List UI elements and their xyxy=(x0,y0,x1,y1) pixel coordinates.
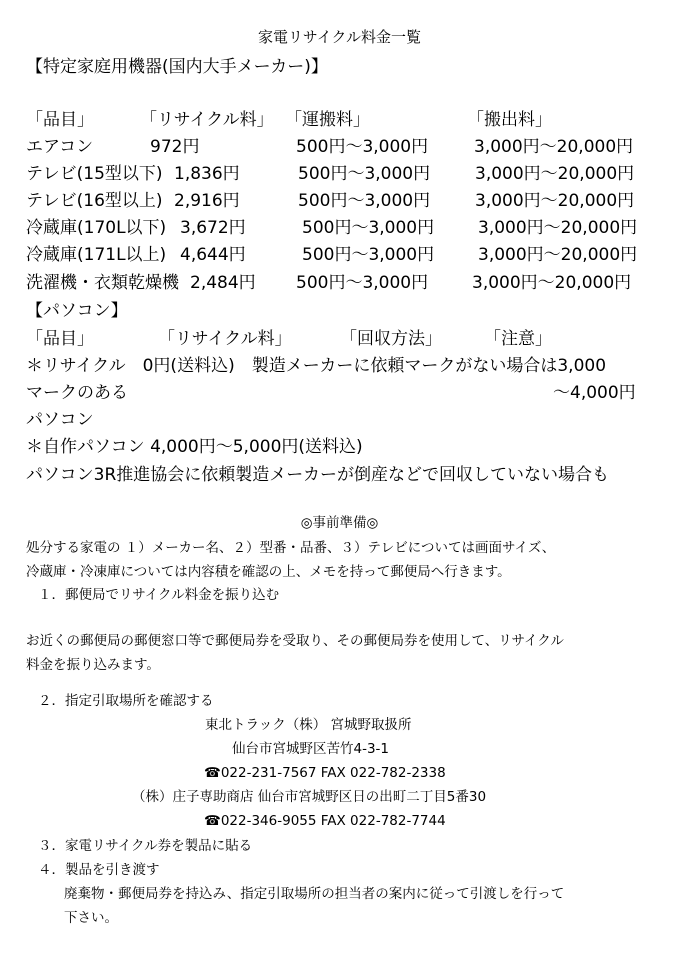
section-heading-appliances: 【特定家庭用機器(国内大手メーカー)】 xyxy=(26,57,328,77)
item-name: 冷蔵庫(171L以上) xyxy=(26,245,167,265)
transport-fee: 500円～3,000円 xyxy=(296,273,429,293)
header-note: 「注意」 xyxy=(484,329,552,349)
site1-address: 仙台市宮城野区苦竹4-3-1 xyxy=(232,741,390,757)
pc-label: パソコン xyxy=(26,410,94,430)
carry-out-fee: 3,000円～20,000円 xyxy=(474,137,634,157)
item-name: 洗濯機・衣類乾燥機 xyxy=(26,273,179,293)
carry-out-fee: 3,000円～20,000円 xyxy=(478,218,638,238)
pc3r-note: パソコン3R推進協会に依頼製造メーカーが倒産などで回収していない場合も xyxy=(26,465,609,485)
header-carry-out-fee: 「搬出料」 xyxy=(467,110,552,130)
site1-tel-fax: 022-231-7567 FAX 022-782-2338 xyxy=(220,765,446,781)
carry-out-fee: 3,000円～20,000円 xyxy=(475,191,635,211)
prep-intro-line1: 処分する家電の １）メーカー名、２）型番・品番、３）テレビについては画面サイズ、 xyxy=(26,540,556,556)
item-name: 冷蔵庫(170L以下) xyxy=(26,218,167,238)
site2-phone-line xyxy=(204,811,446,831)
header-collection-method: 「回収方法」 xyxy=(340,329,442,349)
step4-heading: ４．製品を引き渡す xyxy=(38,862,160,878)
table-row xyxy=(0,135,679,161)
recycle-fee: 2,916円 xyxy=(174,191,240,211)
prep-title: ◎事前準備◎ xyxy=(300,515,379,531)
step1-body-line2: 料金を振り込みます。 xyxy=(26,657,160,673)
site1-name: 東北トラック（株） 宮城野取扱所 xyxy=(205,717,412,733)
site2-tel-fax: 022-346-9055 FAX 022-782-7744 xyxy=(220,813,446,829)
carry-out-fee: 3,000円～20,000円 xyxy=(472,273,632,293)
recycle-fee: 1,836円 xyxy=(174,164,240,184)
table-row xyxy=(0,271,679,297)
table-row xyxy=(0,216,679,242)
transport-fee: 500円～3,000円 xyxy=(302,245,435,265)
carry-out-fee: 3,000円～20,000円 xyxy=(478,245,638,265)
pc-fee-upper-range: ～4,000円 xyxy=(553,383,636,403)
site2-line: （株）庄子専助商店 仙台市宮城野区日の出町二丁目5番30 xyxy=(132,789,487,805)
section-heading-pc: 【パソコン】 xyxy=(26,301,128,321)
table-header-row xyxy=(0,108,679,134)
header-item: 「品目」 xyxy=(26,329,94,349)
prep-intro-line2: 冷蔵庫・冷凍庫については内容積を確認の上、メモを持って郵便局へ行きます。 xyxy=(26,564,511,580)
recycle-fee: 2,484円 xyxy=(190,273,256,293)
table-row xyxy=(0,243,679,269)
step4-body-line2: 下さい。 xyxy=(64,910,118,926)
step4-body-line1: 廃棄物・郵便局券を持込み、指定引取場所の担当者の案内に従って引渡しを行って xyxy=(64,886,565,902)
transport-fee: 500円～3,000円 xyxy=(296,137,429,157)
table-row xyxy=(0,162,679,188)
transport-fee: 500円～3,000円 xyxy=(302,218,435,238)
carry-out-fee: 3,000円～20,000円 xyxy=(475,164,635,184)
pc-recycle-mark-line: ＊リサイクル 0円(送料込) 製造メーカーに依頼マークがない場合は3,000 xyxy=(26,356,607,376)
pc-mark-label: マークのある xyxy=(26,383,128,403)
recycle-fee: 4,644円 xyxy=(180,245,246,265)
recycle-fee: 972円 xyxy=(150,137,200,157)
header-transport-fee: 「運搬料」 xyxy=(285,110,370,130)
transport-fee: 500円～3,000円 xyxy=(298,164,431,184)
step1-heading: １．郵便局でリサイクル料金を振り込む xyxy=(38,587,280,603)
step1-body-line1: お近くの郵便局の郵便窓口等で郵便局券を受取り、その郵便局券を使用して、リサイクル xyxy=(26,633,564,649)
self-built-pc-fee: ＊自作パソコン 4,000円～5,000円(送料込) xyxy=(26,437,363,457)
phone-icon: ☎ xyxy=(204,765,221,781)
step2-heading: ２．指定引取場所を確認する xyxy=(38,693,214,709)
recycle-fee: 3,672円 xyxy=(180,218,246,238)
header-recycle-fee: 「リサイクル料」 xyxy=(158,329,292,349)
page-title: 家電リサイクル料金一覧 xyxy=(258,28,421,46)
item-name: テレビ(16型以上) xyxy=(26,191,163,211)
step3-heading: ３．家電リサイクル券を製品に貼る xyxy=(38,838,253,854)
item-name: エアコン xyxy=(26,137,94,157)
transport-fee: 500円～3,000円 xyxy=(298,191,431,211)
pc-table-header-row xyxy=(0,327,679,353)
header-item: 「品目」 xyxy=(26,110,94,130)
site1-phone-line xyxy=(204,763,446,783)
phone-icon: ☎ xyxy=(204,813,221,829)
header-recycle-fee: 「リサイクル料」 xyxy=(140,110,274,130)
table-row xyxy=(0,189,679,215)
item-name: テレビ(15型以下) xyxy=(26,164,163,184)
